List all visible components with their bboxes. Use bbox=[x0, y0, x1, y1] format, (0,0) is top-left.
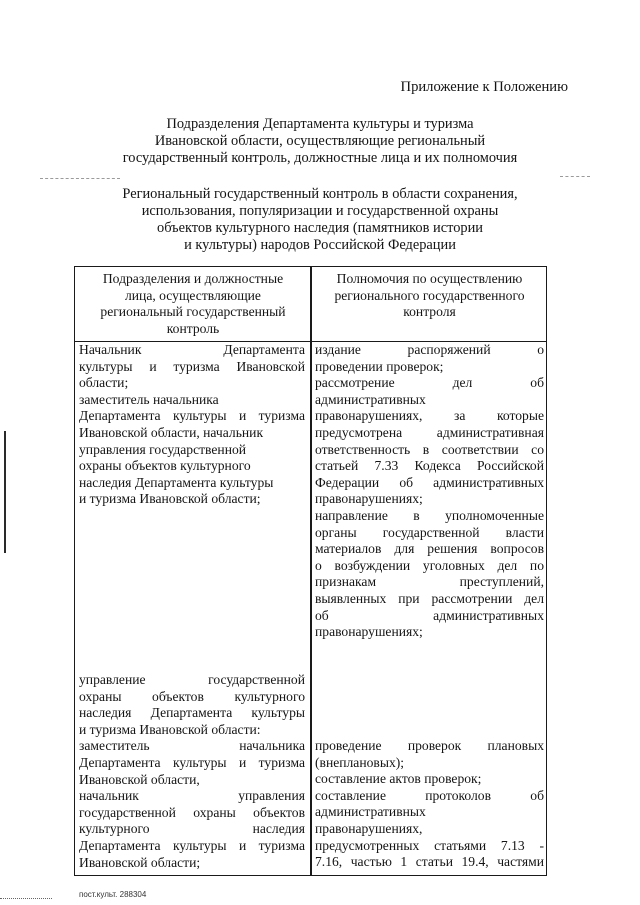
title-line-3: государственный контроль, должностные лица и их полномочия bbox=[122, 150, 518, 166]
right2-line: составление протоколов об bbox=[315, 787, 544, 803]
right1-line: признакам преступлений, bbox=[315, 574, 544, 590]
left1-line: культуры и туризма Ивановской bbox=[79, 358, 305, 374]
table-column-divider bbox=[310, 266, 312, 876]
left2-line: Департамента культуры и туризма bbox=[79, 837, 305, 853]
right1-line: проведении проверок; bbox=[315, 358, 444, 374]
left2-line: государственной охраны объектов bbox=[79, 804, 305, 820]
header-right-line: Полномочия по осуществлению bbox=[336, 271, 523, 286]
right2-line: (внеплановых); bbox=[315, 754, 405, 770]
subtitle-line-2: использования, популяризации и государственной охраны bbox=[141, 203, 499, 219]
right1-line: издание распоряжений о bbox=[315, 342, 544, 357]
left1-line: области; bbox=[79, 375, 129, 391]
header-right-line: контроля bbox=[403, 304, 456, 320]
header-right-line: регионального государственного bbox=[334, 287, 525, 303]
right1-line: предусмотрена административная bbox=[315, 424, 544, 440]
header-left-line: региональный государственный bbox=[100, 304, 286, 320]
left1-line: Департамента культуры и туризма bbox=[79, 408, 305, 424]
scan-bottom-noise bbox=[0, 898, 52, 899]
right1-line: направление в уполномоченные bbox=[315, 507, 544, 523]
right1-line: об административных bbox=[315, 607, 544, 623]
right2-line: предусмотренных статьями 7.13 - bbox=[315, 837, 544, 853]
title-line-2: Ивановской области, осуществляющие региональный bbox=[154, 133, 486, 149]
right1-line: рассмотрение дел об bbox=[315, 375, 544, 391]
left1-line: Ивановской области, начальник bbox=[79, 424, 264, 440]
right1-line: выявленных при рассмотрении дел bbox=[315, 590, 544, 606]
subtitle-line-1: Региональный государственный контроль в области сохранения, bbox=[122, 186, 518, 202]
subtitle-line-4: и культуры) народов Российской Федерации bbox=[184, 237, 456, 253]
left1-line: Начальник Департамента bbox=[79, 342, 305, 357]
header-left-line: контроль bbox=[166, 320, 220, 336]
right1-line: Федерации об административных bbox=[315, 474, 544, 490]
left2-line: Ивановской области, bbox=[79, 771, 200, 787]
scan-margin-mark bbox=[4, 431, 6, 553]
table-header-right bbox=[312, 271, 547, 321]
right1-line: органы государственной власти bbox=[315, 524, 544, 540]
right1-line: о возбуждении уголовных дел по bbox=[315, 557, 544, 573]
right2-line: 7.16, частью 1 статьи 19.4, частями bbox=[315, 854, 544, 870]
left2-line: начальник управления bbox=[79, 788, 305, 804]
appendix-label: Приложение к Положению bbox=[400, 79, 568, 95]
right1-line: правонарушениях, за которые bbox=[315, 408, 544, 424]
scan-dash-left bbox=[40, 178, 120, 180]
left-block-officials-1 bbox=[79, 342, 305, 508]
left1-line: управления государственной bbox=[79, 441, 247, 457]
left1-line: охраны объектов культурного bbox=[79, 458, 251, 474]
left1-line: заместитель начальника bbox=[79, 391, 219, 407]
table-header-left bbox=[76, 271, 310, 337]
subtitle-line-3: объектов культурного наследия (памятников истории bbox=[157, 220, 483, 236]
left2-line: управление государственной bbox=[79, 672, 305, 687]
left1-line: и туризма Ивановской области; bbox=[79, 491, 261, 507]
left2-line: Департамента культуры и туризма bbox=[79, 754, 305, 770]
scan-dash-right bbox=[560, 176, 590, 178]
right-block-powers-2 bbox=[315, 738, 544, 871]
right1-line: материалов для решения вопросов bbox=[315, 541, 544, 557]
right1-line: статьей 7.33 Кодекса Российской bbox=[315, 458, 544, 474]
left2-line: охраны объектов культурного bbox=[79, 688, 305, 704]
left2-line: Ивановской области; bbox=[79, 854, 201, 870]
header-left-line: Подразделения и должностные bbox=[102, 271, 284, 286]
right1-line: правонарушениях; bbox=[315, 624, 423, 640]
left2-line: наследия Департамента культуры bbox=[79, 705, 305, 721]
header-left-line: лица, осуществляющие bbox=[125, 287, 261, 303]
document-footer-code: пост.культ. 288304 bbox=[79, 890, 147, 899]
left-block-officials-2 bbox=[79, 672, 305, 871]
title-line-1: Подразделения Департамента культуры и туризма bbox=[166, 116, 474, 132]
right2-line: правонарушениях, bbox=[315, 820, 423, 836]
left2-line: культурного наследия bbox=[79, 821, 305, 837]
right1-line: правонарушениях; bbox=[315, 491, 423, 507]
right1-line: ответственность в соответствии со bbox=[315, 441, 544, 457]
right1-line: административных bbox=[315, 391, 426, 407]
left2-line: и туризма Ивановской области: bbox=[79, 721, 261, 737]
right2-line: проведение проверок плановых bbox=[315, 738, 544, 753]
right-block-powers-1 bbox=[315, 342, 544, 641]
left1-line: наследия Департамента культуры bbox=[79, 474, 274, 490]
right2-line: административных bbox=[315, 804, 426, 820]
right2-line: составление актов проверок; bbox=[315, 771, 482, 787]
left2-line: заместитель начальника bbox=[79, 738, 305, 754]
